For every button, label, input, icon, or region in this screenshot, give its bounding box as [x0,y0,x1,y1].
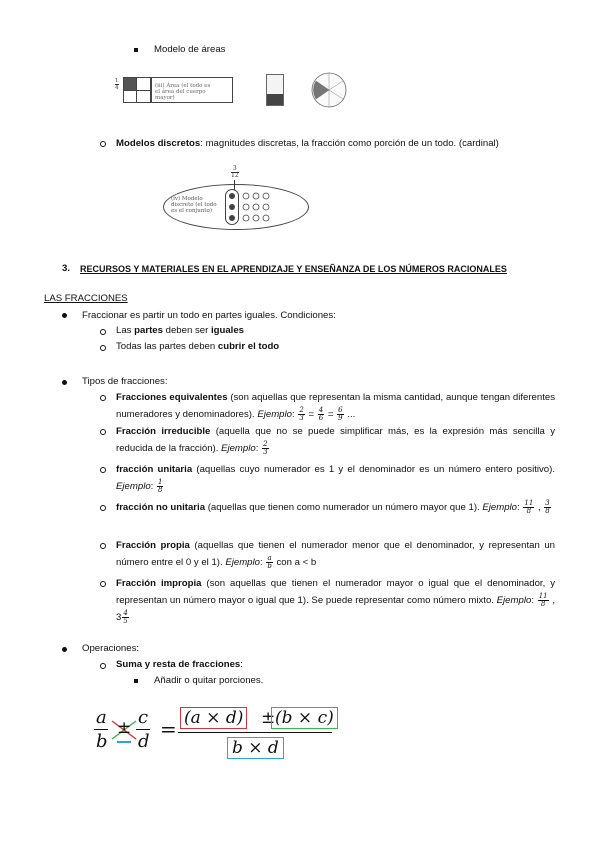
operaciones-heading: Operaciones: [82,643,140,654]
discretos-text: : magnitudes discretas, la fracción como porción de un todo. (cardinal) [200,138,499,149]
circle-bullet-icon [100,663,106,669]
tipos-heading: Tipos de fracciones: [82,376,168,387]
formula-equals: = [160,717,177,741]
unit-fraction: $\frac{1}{8}$ [158,477,163,494]
formula-d: d [138,731,150,752]
suma-resta-item: Suma y resta de fracciones: [116,659,243,670]
discrete-model-image [163,162,311,232]
proper-fraction: $\frac{a}{b}$ [267,553,272,570]
numerator-right-box: (b × c) [271,707,338,729]
formula-pm-left: ± [117,718,132,738]
mixed-number-whole: 3 [116,612,122,623]
circle-bullet-icon [100,395,106,401]
circle-bullet-icon [100,467,106,473]
tipo-no-unitaria: fracción no unitaria (aquellas que tienen como numerador un número mayor que 1). Ejemplo: $\frac{11}{8}$ , $\frac{3}{8}$ [116,498,550,515]
formula-pm-right: ± [261,708,276,728]
section-title: RECURSOS Y MATERIALES EN EL APRENDIZAJE Y ENSEÑANZA DE LOS NÚMEROS RACIONALES [80,264,507,274]
non-unit-fraction-2: $\frac{3}{8}$ [545,498,550,515]
tipo-propia: Fracción propia (aquellas que tienen el numerador menor que el denominador, y representan un número entre el 0 y el 1). Ejemplo: $\frac{a}{b}$ con a < b [116,540,556,570]
condition-1: Las partes deben ser iguales [116,325,245,336]
circle-bullet-icon [100,329,106,335]
area-grid [123,77,151,103]
tipo-unitaria: fracción unitaria (aquellas cuyo numerador es 1 y el denominador es un número entero positivo). Ejemplo: $\frac{1}{8}$ [116,464,555,494]
circle-bullet-icon [100,543,106,549]
circle-model [310,71,348,109]
non-unit-fraction-1: $\frac{11}{8}$ [524,498,534,515]
irreducible-fraction: $\frac{2}{3}$ [263,439,268,456]
circle-bullet-icon [100,345,106,351]
section-number: 3. [62,263,71,274]
area-caption-box [151,77,233,103]
tipo-impropia: Fracción impropia (son aquellas que tienen el numerador mayor o igual que el denominador, y representan un número mayor o igual que 1). Se puede representar como número mixto. Ejemplo: $\frac{11}{8}$ , 3 $\frac{4}{5}$ [116,578,555,625]
discretos-label: Modelos discretos [116,138,201,149]
square-bullet-icon [134,48,138,52]
areas-label: Modelo de áreas [154,44,226,55]
formula-c: c [138,707,149,728]
area-model-image [113,76,235,106]
fracciones-heading: LAS FRACCIONES [44,293,128,304]
formula-b: b [96,731,108,752]
improper-fraction: $\frac{11}{8}$ [538,591,548,608]
discretos-item [116,137,499,151]
circle-bullet-icon [100,429,106,435]
equiv-fraction-2: $\frac{4}{6}$ [318,405,324,422]
rectangle-model [266,74,284,106]
equiv-fraction-1: $\frac{2}{3}$ [299,405,304,422]
dot-bullet-icon [62,313,67,318]
area-fraction: 1 4 [115,78,119,91]
circle-bullet-icon [100,581,106,587]
discrete-caption: (iv) Modelo discreto (el todo es el conjunto) [171,196,217,214]
area-caption: (iii) Área (el todo es el área del cuerpo mayor) [155,83,211,101]
circle-bullet-icon [100,141,106,147]
dot-bullet-icon [62,647,67,652]
discrete-fraction: 3 12 [231,165,239,179]
tipo-irreducible: Fracción irreducible (aquella que no se puede simplificar más, es la expresión más sencilla y reducida de la fracción). Ejemplo: $\frac{2}{3}$ [116,426,556,456]
discrete-dots [227,191,277,225]
numerator-left-box: (a × d) [180,707,247,729]
equiv-fraction-3: $\frac{6}{9}$ [338,405,343,422]
dot-bullet-icon [62,380,67,385]
formula [90,703,350,765]
condition-2: Todas las partes deben cubrir el todo [116,341,280,352]
mixed-number-fraction: $\frac{4}{5}$ [123,608,128,625]
circle-bullet-icon [100,505,106,511]
denominator-box: b × d [227,737,284,759]
square-bullet-icon [134,679,138,683]
suma-resta-sub: Añadir o quitar porciones. [154,675,264,686]
tipo-equivalentes: Fracciones equivalentes (son aquellas que representan la misma cantidad, aunque tengan diferentes numeradores y denominadores). Ejemplo: $\frac{2}{3}$ = $\frac{4}{6}$ = $\frac{6}{9}$ ... [116,392,555,422]
fracciones-intro: Fraccionar es partir un todo en partes iguales. Condiciones: [82,310,336,321]
formula-a: a [96,707,107,728]
